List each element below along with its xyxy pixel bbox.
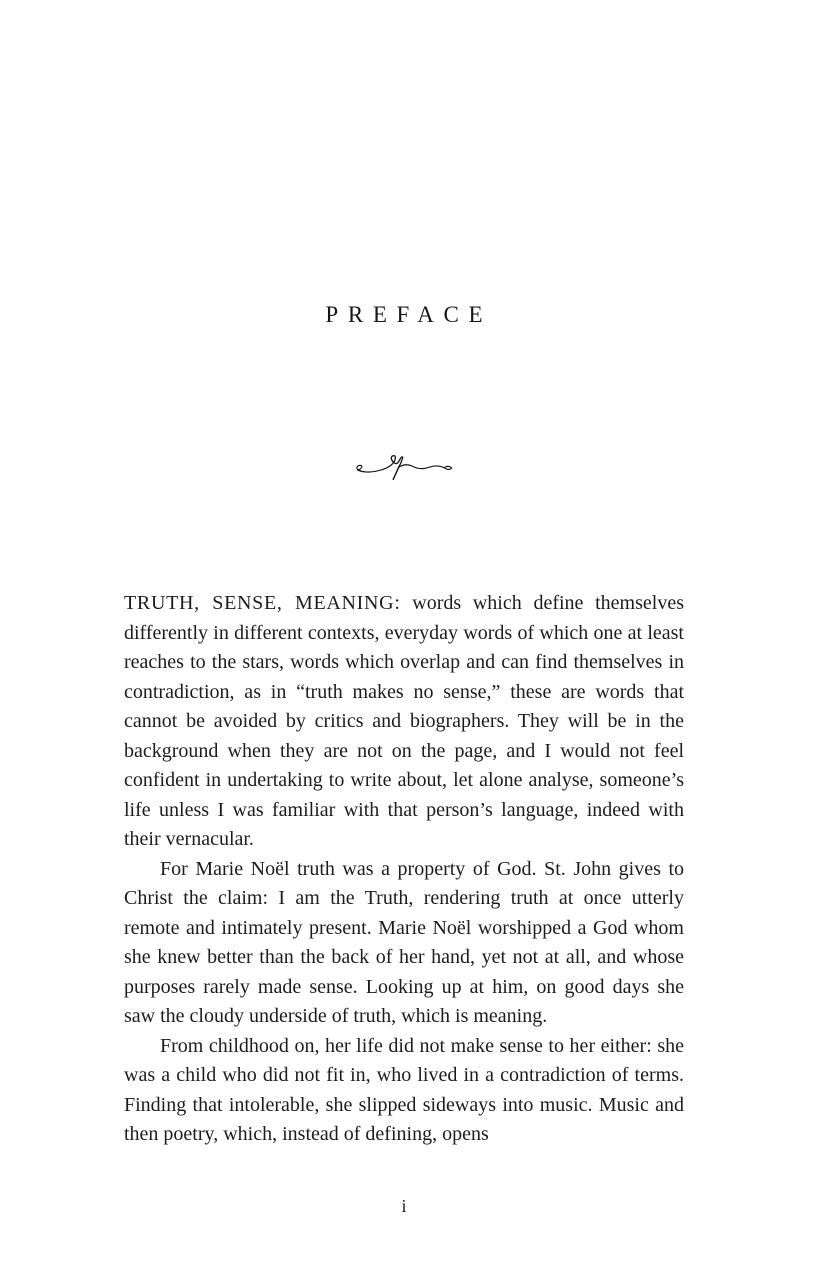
paragraph: From childhood on, her life did not make sense to her either: she was a child who did not fit in, who lived in a contradiction of terms. Finding that intolerable, she slipped sideways into music. Music and then poetry, which, instead of defining, opens — [124, 1034, 684, 1145]
paragraph: For Marie Noël truth was a property of God. St. John gives to Christ the claim: I am the Truth, rendering truth at once utterly remote and intimately present. Marie Noël worshipped a God whom she knew better than the back of her hand, yet not at all, and whose purposes rarely made sense. Looking up at him, on good days she saw the cloudy underside of truth, which is meaning. — [124, 857, 684, 1027]
paragraph-lead: TRUTH, SENSE, MEANING: — [124, 592, 401, 614]
text-column — [124, 0, 684, 1275]
page-number: i — [401, 1196, 407, 1216]
page-title: PREFACE — [325, 302, 493, 327]
calligraphic-flourish-icon — [124, 447, 684, 492]
body-text — [124, 589, 684, 1150]
paragraph-text: words which define themselves differently in different contexts, everyday words of which one at least reaches to the stars, words which overlap and can find themselves in contradiction, as in “truth makes no sense,” these are words that cannot be avoided by critics and biographers. They will be in the background when they are not on the page, and I would not feel confident in undertaking to write about, let alone analyse, someone’s life unless I was familiar with that person’s language, indeed with their vernacular. — [124, 592, 684, 850]
paragraph — [124, 589, 684, 855]
